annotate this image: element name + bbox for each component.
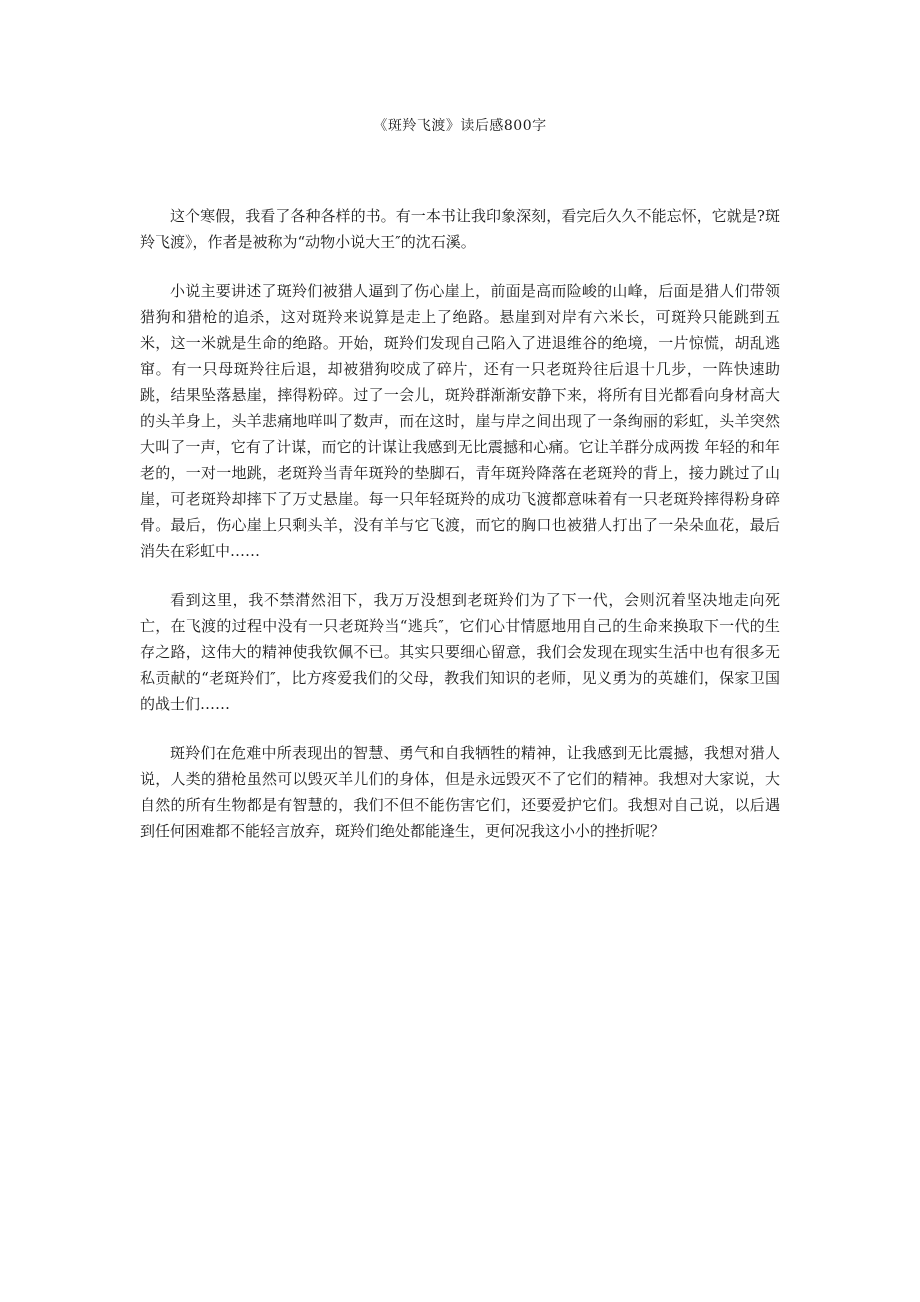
paragraph: 看到这里，我不禁潸然泪下，我万万没想到老斑羚们为了下一代，会则沉着坚决地走向死亡，在飞渡的过程中没有一只老斑羚当“逃兵″，它们心甘情愿地用自己的生命来换取下一代的生存之路，这伟大的精神使我钦佩不已。其实只要细心留意，我们会发现在现实生活中也有很多无私贡献的“老斑羚们″，比方疼爱我们的父母，教我们知识的老师，见义勇为的英雄们，保家卫国的战士们…… xyxy=(140,591,780,713)
paragraph: 小说主要讲述了斑羚们被猎人逼到了伤心崖上，前面是高而险峻的山峰，后面是猎人们带领猎狗和猎枪的追杀，这对斑羚来说算是走上了绝路。悬崖到对岸有六米长，可斑羚只能跳到五米，这一米就是生命的绝路。开始，斑羚们发现自己陷入了进退维谷的绝境，一片惊慌，胡乱逃窜。有一只母斑羚往后退，却被猎狗咬成了碎片，还有一只老斑羚往后退十几步，一阵快速助跳，结果坠落悬崖，摔得粉碎。过了一会儿，斑羚群渐渐安静下来，将所有目光都看向身材高大的头羊身上，头羊悲痛地咩叫了数声，而在这时，崖与岸之间出现了一条绚丽的彩虹，头羊突然大叫了一声，它有了计谋，而它的计谋让我感到无比震撼和心痛。它让羊群分成两拨 年轻的和年老的，一对一地跳，老斑羚当青年斑羚的垫脚石，青年斑羚降落在老斑羚的背上，接力跳过了山崖，可老斑羚却摔下了万丈悬崖。每一只年轻斑羚的成功飞渡都意味着有一只老斑羚摔得粉身碎骨。最后，伤心崖上只剩头羊，没有羊与它飞渡，而它的胸口也被猎人打出了一朵朵血花，最后消失在彩虹中…… xyxy=(140,282,780,560)
paragraph: 斑羚们在危难中所表现出的智慧、勇气和自我牺牲的精神，让我感到无比震撼，我想对猎人说，人类的猎枪虽然可以毁灭羊儿们的身体，但是永远毁灭不了它们的精神。我想对大家说，大自然的所有生物都是有智慧的，我们不但不能伤害它们，还要爱护它们。我想对自己说，以后遇到任何困难都不能轻言放弃，斑羚们绝处都能逢生，更何况我这小小的挫折呢？ xyxy=(140,744,780,840)
paragraph: 这个寒假，我看了各种各样的书。有一本书让我印象深刻，看完后久久不能忘怀，它就是?斑羚飞渡》，作者是被称为“动物小说大王″的沈石溪。 xyxy=(140,207,780,251)
document-body xyxy=(140,203,780,867)
document-title: 《斑羚飞渡》读后感800字 xyxy=(373,118,547,134)
